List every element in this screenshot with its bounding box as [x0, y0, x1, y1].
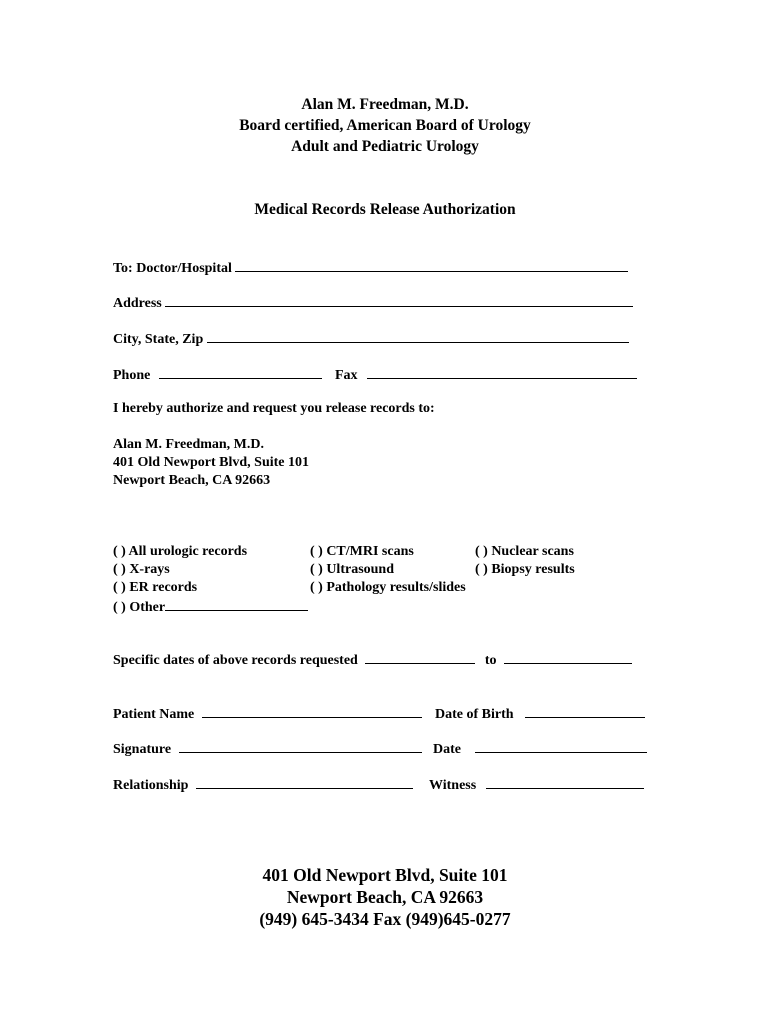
- option-all-urologic[interactable]: ( ) All urologic records: [113, 544, 248, 559]
- dob-line[interactable]: [525, 704, 645, 718]
- relationship-label: Relationship: [113, 778, 189, 793]
- address-line[interactable]: [165, 293, 633, 307]
- date-from-line[interactable]: [365, 650, 475, 664]
- dob-row: [435, 704, 645, 724]
- recipient-block: [113, 436, 309, 490]
- to-doctor-label: To: Doctor/Hospital: [113, 261, 232, 276]
- phone-line[interactable]: [159, 365, 322, 379]
- footer-address: 401 Old Newport Blvd, Suite 101: [262, 865, 508, 885]
- option-other-label: ( ) Other: [113, 600, 166, 615]
- options-column-3: [475, 543, 575, 579]
- date-row: [433, 739, 647, 759]
- footer-contact: [0, 864, 770, 930]
- authorize-text: I hereby authorize and request you release records to:: [113, 401, 435, 416]
- option-biopsy[interactable]: ( ) Biopsy results: [475, 562, 575, 577]
- to-word: to: [484, 653, 497, 668]
- witness-row: [429, 775, 644, 795]
- options-column-1: [113, 543, 308, 617]
- date-label: Date: [433, 742, 461, 757]
- option-nuclear[interactable]: ( ) Nuclear scans: [475, 544, 574, 559]
- letterhead: [0, 94, 770, 157]
- dates-row: [113, 650, 632, 670]
- dates-label: Specific dates of above records requested: [113, 653, 358, 668]
- options-column-2: [310, 543, 466, 597]
- address-label: Address: [113, 296, 162, 311]
- recipient-city: Newport Beach, CA 92663: [113, 473, 271, 488]
- doctor-name: Alan M. Freedman, M.D.: [301, 96, 469, 113]
- fax-row: [335, 365, 637, 385]
- patient-name-label: Patient Name: [113, 707, 195, 722]
- date-line[interactable]: [475, 739, 647, 753]
- fax-label: Fax: [335, 368, 358, 383]
- witness-line[interactable]: [486, 775, 644, 789]
- patient-name-line[interactable]: [202, 704, 422, 718]
- phone-label: Phone: [113, 368, 151, 383]
- patient-name-row: [113, 704, 422, 724]
- to-doctor-line[interactable]: [235, 258, 628, 272]
- footer-phone-fax: (949) 645-3434 Fax (949)645-0277: [259, 909, 511, 929]
- phone-row: [113, 365, 322, 385]
- option-other[interactable]: [113, 597, 308, 617]
- option-ultrasound[interactable]: ( ) Ultrasound: [310, 562, 395, 577]
- signature-line[interactable]: [179, 739, 422, 753]
- signature-row: [113, 739, 422, 759]
- recipient-street: 401 Old Newport Blvd, Suite 101: [113, 455, 310, 470]
- city-label: City, State, Zip: [113, 332, 204, 347]
- witness-label: Witness: [429, 778, 477, 793]
- address-row: [113, 293, 633, 313]
- option-pathology[interactable]: ( ) Pathology results/slides: [310, 580, 466, 595]
- footer-city: Newport Beach, CA 92663: [286, 887, 484, 907]
- board-certification: Board certified, American Board of Urology: [239, 117, 531, 134]
- to-doctor-row: [113, 258, 628, 278]
- dob-label: Date of Birth: [435, 707, 514, 722]
- specialty: Adult and Pediatric Urology: [291, 138, 479, 155]
- relationship-row: [113, 775, 413, 795]
- city-row: [113, 329, 629, 349]
- form-title: Medical Records Release Authorization: [254, 201, 516, 218]
- other-line[interactable]: [165, 597, 308, 611]
- option-xrays[interactable]: ( ) X-rays: [113, 562, 170, 577]
- signature-label: Signature: [113, 742, 172, 757]
- city-line[interactable]: [207, 329, 629, 343]
- option-er-records[interactable]: ( ) ER records: [113, 580, 198, 595]
- fax-line[interactable]: [367, 365, 637, 379]
- relationship-line[interactable]: [196, 775, 413, 789]
- date-to-line[interactable]: [504, 650, 632, 664]
- recipient-name: Alan M. Freedman, M.D.: [113, 437, 264, 452]
- option-ct-mri[interactable]: ( ) CT/MRI scans: [310, 544, 414, 559]
